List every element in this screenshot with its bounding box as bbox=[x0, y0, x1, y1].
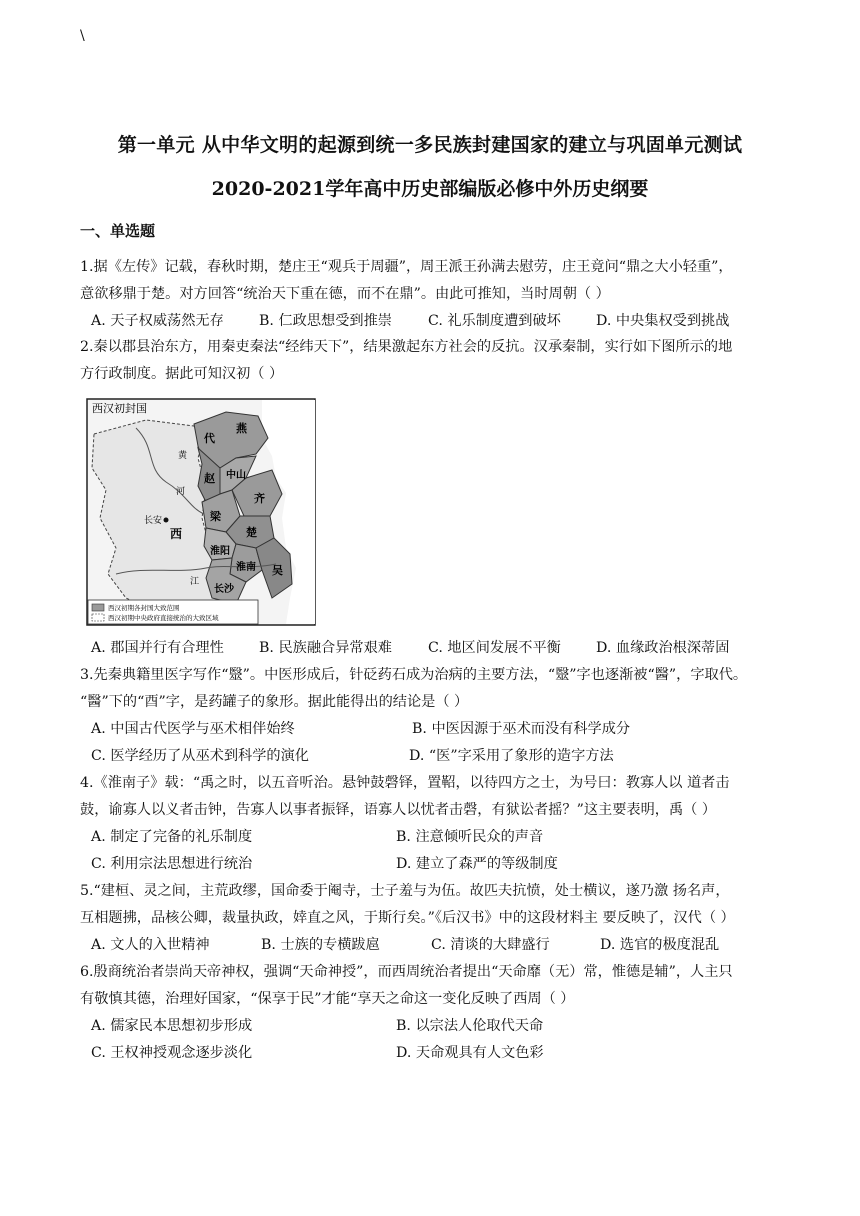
map-label: 淮南 bbox=[236, 562, 256, 573]
options-3b bbox=[91, 743, 791, 770]
option-c: C. 清谈的大肆盛行 bbox=[431, 937, 550, 953]
map-label: 赵 bbox=[204, 472, 215, 485]
options-4b bbox=[91, 851, 791, 878]
option-b: B. 民族融合异常艰难 bbox=[259, 640, 392, 656]
options-4a bbox=[91, 824, 791, 851]
option-a: A. 郡国并行有合理性 bbox=[91, 640, 224, 656]
option-d: D. 血缘政治根深蒂固 bbox=[596, 640, 730, 656]
option-c: C. 礼乐制度遭到破坏 bbox=[428, 313, 561, 329]
option-c: C. 地区间发展不平衡 bbox=[428, 640, 561, 656]
question-1 bbox=[80, 254, 780, 308]
map-label: 江 bbox=[190, 577, 200, 587]
question-line: 互相题拂，品核公卿，裁量执政，婞直之风，于斯行矣。”《后汉书》中的这段材料主 要反映了，汉代（ ） bbox=[80, 910, 735, 926]
map-label: 梁 bbox=[210, 510, 221, 523]
options-6a bbox=[91, 1013, 791, 1040]
map-label: 中山 bbox=[226, 470, 246, 481]
option-c: C. 利用宗法思想进行统治 bbox=[91, 856, 253, 872]
question-line: 方行政制度。据此可知汉初（ ） bbox=[80, 366, 284, 382]
map-label: 长安 bbox=[144, 516, 163, 526]
document-subtitle: 2020-2021学年高中历史部编版必修中外历史纲要 bbox=[211, 178, 649, 200]
question-line: 鼓，谕寡人以义者击钟，告寡人以事者振铎，语寡人以忧者击磬，有狱讼者摇？”这主要表明，禹（ ） bbox=[80, 802, 717, 818]
question-line: “醫”下的“酉”字，是药罐子的象形。据此能得出的结论是（ ） bbox=[80, 694, 469, 710]
map-label: 代 bbox=[204, 432, 215, 445]
question-line: 1.据《左传》记载，春秋时期，楚庄王“观兵于周疆”，周王派王孙满去慰劳，庄王竟问“鼎之大小轻重”， bbox=[80, 259, 733, 275]
option-d: D. 选官的极度混乱 bbox=[600, 937, 720, 953]
map-label: 淮阳 bbox=[210, 546, 230, 557]
question-4 bbox=[80, 770, 780, 824]
map-label: 吴 bbox=[272, 564, 283, 577]
map-label: 西 bbox=[170, 527, 183, 541]
section-heading: 一、单选题 bbox=[80, 222, 156, 240]
option-b: B. 以宗法人伦取代天命 bbox=[396, 1018, 544, 1034]
question-2 bbox=[80, 334, 780, 388]
option-b: B. 中医因源于巫术而没有科学成分 bbox=[412, 721, 631, 737]
question-line: 意欲移鼎于楚。对方回答“统治天下重在德，而不在鼎”。由此可推知，当时周朝（ ） bbox=[80, 286, 610, 302]
options-1 bbox=[91, 308, 791, 335]
question-line: 3.先秦典籍里医字写作“毉”。中医形成后，针砭药石成为治病的主要方法，“毉”字也逐渐被“醫”，字取代。 bbox=[80, 667, 748, 683]
document-title: 第一单元 从中华文明的起源到统一多民族封建国家的建立与巩固单元测试 bbox=[117, 134, 743, 156]
option-d: D. 建立了森严的等级制度 bbox=[396, 856, 558, 872]
option-a: A. 儒家民本思想初步形成 bbox=[91, 1018, 253, 1034]
option-d: D. 中央集权受到挑战 bbox=[596, 313, 730, 329]
option-d: D. 天命观具有人文色彩 bbox=[396, 1045, 544, 1061]
legend-item: 西汉初期中央政府直接统治的大致区域 bbox=[108, 614, 219, 622]
option-c: C. 医学经历了从巫术到科学的演化 bbox=[91, 748, 309, 764]
question-line: 有敬慎其德，治理好国家，“保享于民”才能“享天之命这一变化反映了西周（ ） bbox=[80, 991, 575, 1007]
map-label: 长沙 bbox=[214, 584, 234, 595]
option-a: A. 天子权威荡然无存 bbox=[91, 313, 224, 329]
map-label: 河 bbox=[176, 487, 186, 497]
option-b: B. 仁政思想受到推崇 bbox=[259, 313, 392, 329]
question-line: 5.“建桓、灵之间，主荒政缪，国命委于阉寺，士子羞与为伍。故匹夫抗愤，处士横议，遂乃激 扬名声， bbox=[80, 883, 730, 899]
option-a: A. 中国古代医学与巫术相伴始终 bbox=[91, 721, 295, 737]
map-label: 齐 bbox=[254, 492, 265, 505]
options-5 bbox=[91, 932, 791, 959]
corner-mark: \ bbox=[80, 28, 85, 44]
option-a: A. 制定了完备的礼乐制度 bbox=[91, 829, 253, 845]
map-label: 燕 bbox=[236, 422, 247, 435]
question-3 bbox=[80, 662, 780, 716]
map-label: 楚 bbox=[246, 526, 257, 539]
map-label: 黄 bbox=[178, 451, 188, 461]
option-b: B. 注意倾听民众的声音 bbox=[396, 829, 544, 845]
option-c: C. 王权神授观念逐步淡化 bbox=[91, 1045, 253, 1061]
question-line: 2.秦以郡县治东方，用秦吏秦法“经纬天下”，结果激起东方社会的反抗。汉承秦制，实行如下图所示的地 bbox=[80, 339, 733, 355]
question-5 bbox=[80, 878, 780, 932]
option-a: A. 文人的入世精神 bbox=[91, 937, 210, 953]
option-b: B. 士族的专横跋扈 bbox=[261, 937, 380, 953]
legend-item: 西汉初期各封国大致范围 bbox=[108, 604, 180, 612]
option-d: D. “医”字采用了象形的造字方法 bbox=[409, 748, 614, 764]
options-3a bbox=[91, 716, 791, 743]
western-han-map bbox=[86, 398, 316, 626]
question-line: 4.《淮南子》载：“禹之时，以五音听治。悬钟鼓磬铎，置鞀，以待四方之士，为号曰：教寡人以 道者击 bbox=[80, 775, 730, 791]
options-6b bbox=[91, 1040, 791, 1067]
options-2 bbox=[91, 635, 791, 662]
question-line: 6.殷商统治者崇尚天帝神权，强调“天命神授”，而西周统治者提出“天命靡（无）常，惟德是辅”，人主只 bbox=[80, 964, 733, 980]
question-6 bbox=[80, 959, 780, 1013]
map-title: 西汉初封国 bbox=[92, 402, 147, 415]
